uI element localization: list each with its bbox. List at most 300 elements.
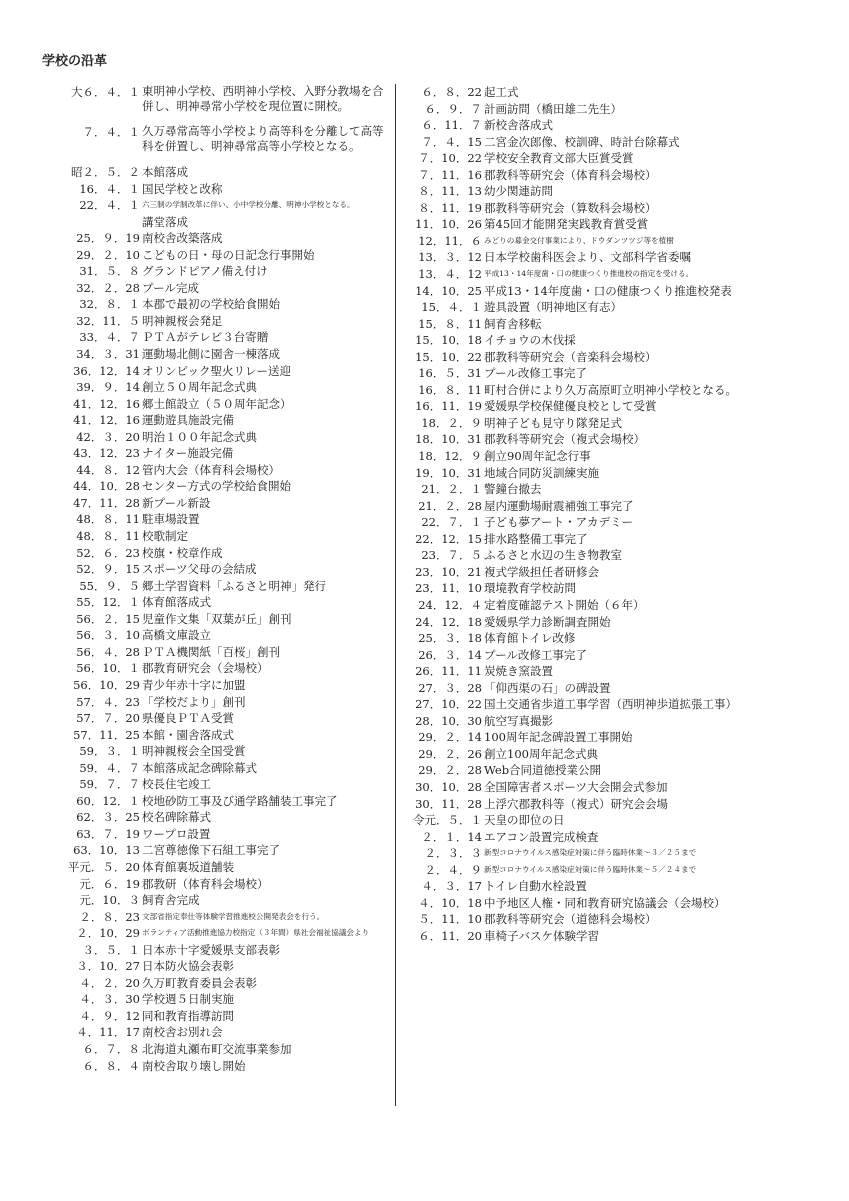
history-date: ４．３．17 [421, 879, 482, 894]
history-date: 59．７．７ [79, 777, 140, 792]
history-row [402, 614, 747, 631]
history-row [402, 233, 747, 250]
history-row [402, 84, 747, 101]
history-event: 明治１００年記念式典 [142, 429, 257, 444]
history-row [40, 84, 392, 114]
history-row [402, 911, 747, 928]
history-date: 43．12．23 [73, 446, 140, 461]
history-date: ４．10．18 [418, 895, 482, 910]
history-row [402, 895, 747, 912]
history-date: ２．８．23 [79, 909, 140, 924]
history-date: 42．３．20 [76, 429, 140, 444]
history-date: 55．12．１ [76, 595, 140, 610]
history-date: 13．４．12 [418, 267, 482, 282]
history-event: 飼育舎移転 [484, 316, 542, 331]
history-event: 日本防火協会表彰 [142, 959, 234, 974]
history-date: 29．２．26 [418, 746, 482, 761]
history-row [40, 809, 392, 826]
history-event: 六三制の学制改革に伴い、小中学校分離、明神小学校となる。 [142, 200, 355, 210]
history-event: 校地砂防工事及び通学路舗装工事完了 [142, 793, 338, 808]
history-event: 「学校だより」創刊 [142, 694, 246, 709]
history-date: 22．７．１ [421, 515, 482, 530]
history-row [402, 365, 747, 382]
history-event: 上浮穴郡教科等（複式）研究会会場 [484, 796, 668, 811]
history-row [40, 346, 392, 363]
history-event: プール改修工事完了 [484, 647, 587, 662]
history-event: 飼育舎完成 [142, 893, 200, 908]
history-row [40, 958, 392, 975]
history-date: 41．12．16 [73, 396, 140, 411]
history-row [40, 412, 392, 429]
history-row [402, 431, 747, 448]
history-event: 学校週５日制実施 [142, 992, 234, 1007]
history-event: 複式学級担任者研修会 [484, 564, 599, 579]
history-date: 18．２．９ [421, 415, 482, 430]
history-row [402, 332, 747, 349]
history-date: ６．８．４ [82, 1058, 140, 1073]
history-row [40, 909, 392, 926]
history-date: 52．９．15 [76, 562, 140, 577]
history-event: 青少年赤十字に加盟 [142, 677, 246, 692]
history-row [40, 313, 392, 330]
history-date: 27．10．22 [415, 697, 482, 712]
history-date: 56．４．28 [76, 644, 140, 659]
history-date: 29．２．28 [418, 763, 482, 778]
history-row [40, 396, 392, 413]
history-event: 郡教科等研究会（複式会場校） [484, 432, 645, 447]
history-event: 創立90周年記念行事 [484, 449, 591, 464]
history-event: 新校舎落成式 [484, 118, 553, 133]
history-date: ６．９．７ [424, 101, 482, 116]
history-row [40, 462, 392, 479]
history-event: 新型コロナウイルス感染症対策に伴う臨時休業～３／２５まで [484, 848, 697, 858]
history-row [40, 975, 392, 992]
history-event: 講堂落成 [142, 214, 188, 229]
history-row [402, 216, 747, 233]
history-event: 県優良ＰＴＡ受賞 [142, 711, 234, 726]
history-event: 南校舎お別れ会 [142, 1025, 223, 1040]
history-row [40, 793, 392, 810]
history-date: 31．５．８ [79, 264, 140, 279]
history-event: 体育館裏坂道舗装 [142, 859, 234, 874]
history-date: 44．８．12 [76, 462, 140, 477]
history-row [402, 779, 747, 796]
history-event: 文部省指定奉仕等体験学習推進校公開発表会を行う。 [142, 911, 325, 921]
history-row [40, 429, 392, 446]
history-row [40, 528, 392, 545]
history-event: 郡教科等研究会（算数科会場校） [484, 200, 657, 215]
history-row [40, 164, 392, 181]
history-event: 起工式 [484, 85, 519, 99]
history-row [40, 660, 392, 677]
history-date: ７．４．15 [421, 134, 482, 149]
history-row [40, 1058, 392, 1075]
history-event: 駐車場設置 [142, 512, 200, 527]
history-date: 元．６．19 [79, 876, 140, 891]
history-row [40, 1008, 392, 1025]
history-event: 新プール新設 [142, 495, 211, 510]
history-date: 18．12．９ [418, 449, 482, 464]
history-event: 郡教科等研究会（体育科会場校） [484, 167, 657, 182]
history-date: ４．11．17 [76, 1025, 140, 1040]
history-event: 愛媛県学力診断調査開始 [484, 614, 611, 629]
history-event: 郡教科等研究会（音楽科会場校） [484, 349, 657, 364]
history-date: 大６．４．１ [71, 85, 140, 99]
history-row [40, 124, 392, 154]
history-date: 41．12．16 [73, 413, 140, 428]
history-date: 47．11．28 [73, 495, 140, 510]
history-date: ２．４．９ [424, 862, 482, 877]
history-date: 15．10．22 [415, 349, 482, 364]
history-date: 33．４．７ [79, 330, 140, 345]
history-row [402, 465, 747, 482]
history-date: 12．11．６ [418, 233, 482, 248]
history-event: 子ども夢アート・アカデミー [484, 515, 634, 530]
history-date: 48．８．11 [76, 529, 140, 544]
history-date: 48．８．11 [76, 512, 140, 527]
history-row [40, 495, 392, 512]
history-date: ４．２．20 [79, 975, 140, 990]
history-row [402, 283, 747, 300]
history-date: ３．10．27 [76, 959, 140, 974]
history-event: プール完成 [142, 280, 199, 295]
history-row [40, 197, 392, 214]
history-date: 14．10．25 [415, 283, 482, 298]
history-date: 26．11．11 [415, 664, 482, 679]
history-event: 中予地区人権・同和教育研究協議会（会場校） [484, 895, 726, 910]
history-date: 30．10．28 [415, 779, 482, 794]
history-event: 郷土学習資料「ふるさと明神」発行 [142, 578, 326, 593]
history-row [40, 379, 392, 396]
history-row [402, 398, 747, 415]
history-event: 愛媛県学校保健優良校として受賞 [484, 399, 657, 414]
history-date: 16．11．19 [415, 399, 482, 414]
history-date: 11．10．26 [415, 217, 482, 232]
history-date: 57．４．23 [76, 694, 140, 709]
history-event: 平成13・14年度歯・口の健康つくり推進校の指定を受ける。 [484, 269, 694, 279]
history-event: 東明神小学校、西明神小学校、入野分教場を合併し、明神尋常小学校を現位置に開校。 [142, 84, 384, 113]
history-date: ８．11．13 [418, 184, 482, 199]
history-row [402, 580, 747, 597]
history-row [402, 680, 747, 697]
history-date: ２．１．14 [421, 829, 482, 844]
history-date: 27．３．28 [418, 680, 482, 695]
history-row [40, 710, 392, 727]
history-event: 本館落成記念碑除幕式 [142, 760, 257, 775]
history-list-right [402, 84, 747, 944]
history-event: センター方式の学校給食開始 [142, 479, 292, 494]
history-event: 学校安全教育文部大臣賞受賞 [484, 151, 634, 166]
history-row [40, 1024, 392, 1041]
history-row [402, 878, 747, 895]
history-event: 児童作文集「双葉が丘」創刊 [142, 611, 292, 626]
history-event: 二宮尊徳像下石組工事完了 [142, 843, 280, 858]
history-event: ふるさと水辺の生き物教室 [484, 548, 622, 563]
history-row [402, 796, 747, 813]
history-event: 二宮金次郎像、校訓碑、時計台除幕式 [484, 134, 680, 149]
history-event: グランドピアノ備え付け [142, 264, 268, 279]
history-date: 63．10．13 [73, 843, 140, 858]
history-event: 本館・園舎落成式 [142, 727, 234, 742]
history-date: 21．２．１ [421, 482, 482, 497]
history-row [402, 696, 747, 713]
history-row [402, 150, 747, 167]
history-row [402, 266, 747, 283]
column-divider [395, 84, 396, 1106]
history-date: 34．３．31 [76, 347, 140, 362]
history-row [402, 134, 747, 151]
history-event: 明神親桜会発足 [142, 313, 223, 328]
history-row [402, 415, 747, 432]
history-row [40, 329, 392, 346]
history-date: 56．２．15 [76, 611, 140, 626]
history-event: 炭焼き窯設置 [484, 664, 553, 679]
history-date: 23．７．５ [421, 548, 482, 563]
history-row [402, 547, 747, 564]
history-date: 29．２．10 [76, 247, 140, 262]
history-date: 59．３．１ [79, 744, 140, 759]
history-event: 屋内運動場耐震補強工事完了 [484, 498, 634, 513]
history-date: 22．12．15 [415, 531, 482, 546]
history-row [40, 214, 392, 231]
history-date: 23．10．21 [415, 564, 482, 579]
history-event: 日本赤十字愛媛県支部表彰 [142, 942, 280, 957]
history-row [402, 531, 747, 548]
history-row [40, 1041, 392, 1058]
history-event: 運動遊具施設完備 [142, 413, 234, 428]
history-date: 44．10．28 [73, 479, 140, 494]
history-date: 15．10．18 [415, 333, 482, 348]
history-event: こどもの日・母の日記念行事開始 [142, 247, 315, 262]
history-event: 本郡で最初の学校給食開始 [142, 297, 280, 312]
history-event: 排水路整備工事完了 [484, 531, 588, 546]
history-date: 30．11．28 [415, 796, 482, 811]
history-row [40, 578, 392, 595]
history-date: ４．９．12 [79, 1008, 140, 1023]
history-event: みどりの募金交付事業により、ドウダンツツジ等を植樹 [484, 235, 674, 245]
history-row [402, 630, 747, 647]
history-event: 創立100周年記念式典 [484, 746, 598, 761]
history-event: 計画訪問（橋田雄二先生） [484, 101, 622, 116]
history-row [40, 296, 392, 313]
history-row [402, 713, 747, 730]
history-date: ３．５．１ [82, 942, 140, 957]
history-event: トイレ自動水栓設置 [484, 879, 587, 894]
history-row [40, 511, 392, 528]
history-row [402, 845, 747, 862]
history-row [402, 167, 747, 184]
history-event: 管内大会（体育科会場校） [142, 462, 280, 477]
history-date: ６．８．22 [421, 85, 482, 99]
history-event: 全国障害者スポーツ大会開会式参加 [484, 779, 668, 794]
history-date: 16．８．11 [418, 382, 482, 397]
history-event: 郡教育研究会（会場校） [142, 661, 269, 676]
history-row [40, 445, 392, 462]
history-row [40, 842, 392, 859]
history-event: オリンピック聖火リレー送迎 [142, 363, 292, 378]
history-row [402, 647, 747, 664]
history-event: スポーツ父母の会結成 [142, 562, 257, 577]
history-row [402, 498, 747, 515]
history-event: 運動場北側に園舎一棟落成 [142, 347, 280, 362]
history-event: 地域合同防災訓練実施 [484, 465, 599, 480]
history-date: 24．12．18 [415, 614, 482, 629]
history-row [402, 564, 747, 581]
history-row [40, 942, 392, 959]
history-row [40, 776, 392, 793]
history-row [40, 876, 392, 893]
history-event: 定着度確認テスト開始（６年） [484, 597, 645, 612]
history-date: ７．４．１ [82, 125, 140, 139]
page-title: 学校の沿革 [42, 54, 108, 69]
history-date: 28．10．30 [415, 713, 482, 728]
history-event: 南校舎取り壊し開始 [142, 1058, 246, 1073]
history-event: 久万尋常高等小学校より高等科を分離して高等科を併置し、明神尋常高等小学校となる。 [142, 124, 384, 153]
history-row [402, 829, 747, 846]
history-date: 57．７．20 [76, 711, 140, 726]
history-date: 60．12．１ [76, 793, 140, 808]
history-event: 天皇の即位の日 [484, 813, 565, 828]
history-row [40, 925, 392, 942]
history-date: 32．８．１ [79, 297, 140, 312]
history-row [40, 677, 392, 694]
history-row [40, 561, 392, 578]
history-date: 56．３．10 [76, 628, 140, 643]
history-event: プール改修工事完了 [484, 366, 587, 381]
history-date: 55．９．５ [79, 578, 140, 593]
history-row [402, 200, 747, 217]
history-event: ＰＴＡがテレビ３台寄贈 [142, 330, 269, 345]
history-row [402, 448, 747, 465]
history-row [40, 694, 392, 711]
history-date: ６．11．７ [421, 118, 482, 133]
history-date: 25．３．18 [418, 631, 482, 646]
history-event: 体育館トイレ改修 [484, 631, 576, 646]
history-event: エアコン設置完成検査 [484, 829, 599, 844]
history-row [40, 594, 392, 611]
history-row [402, 299, 747, 316]
history-date: ８．11．19 [418, 200, 482, 215]
history-event: ボランティア活動推進協力校指定（３年間）県社会福祉協議会より [142, 928, 370, 938]
history-date: 18．10．31 [415, 432, 482, 447]
history-event: 警鐘台撤去 [484, 482, 542, 497]
history-date: ４．３．30 [79, 992, 140, 1007]
history-event: 「仰西渠の石」の碑設置 [484, 680, 611, 695]
history-row [402, 249, 747, 266]
history-date: ５．11．10 [418, 912, 482, 927]
history-date: 56．10．29 [73, 677, 140, 692]
history-date: 62．３．25 [76, 810, 140, 825]
history-event: 校名碑除幕式 [142, 810, 211, 825]
history-row [402, 928, 747, 945]
history-row [40, 263, 392, 280]
history-row [402, 349, 747, 366]
history-date: 22．４．１ [79, 198, 140, 213]
history-date: 25．９．19 [76, 231, 140, 246]
history-event: 車椅子バスケ体験学習 [484, 928, 599, 943]
history-row [40, 991, 392, 1008]
history-date: 29．２．14 [418, 730, 482, 745]
history-date: ２．３．３ [424, 846, 482, 861]
history-row [40, 230, 392, 247]
history-event: ＰＴＡ機関紙「百桜」創刊 [142, 644, 280, 659]
history-event: 校旗・校章作成 [142, 545, 223, 560]
history-list-left [40, 84, 392, 1074]
history-event: 北海道丸瀬布町交流事業参加 [142, 1041, 292, 1056]
history-date: 57．11．25 [73, 727, 140, 742]
history-event: 日本学校歯科医会より、文部科学省委嘱 [484, 250, 691, 265]
history-event: 南校舎改築落成 [142, 231, 223, 246]
history-row [402, 862, 747, 879]
history-row [402, 663, 747, 680]
history-date: 昭２．５．２ [71, 165, 140, 179]
history-date: 36．12．14 [73, 363, 140, 378]
history-event: ワープロ設置 [142, 826, 211, 841]
history-event: 郡教科等研究会（道徳科会場校） [484, 912, 657, 927]
history-date: ２．10．29 [76, 926, 140, 941]
history-event: 航空写真撮影 [484, 713, 553, 728]
history-date: 24．12．４ [418, 597, 482, 612]
history-event: 第45回才能開発実践教育賞受賞 [484, 217, 649, 232]
history-row [402, 183, 747, 200]
history-row [402, 597, 747, 614]
history-event: Web合同道徳授業公開 [484, 763, 602, 778]
history-date: 21．２．28 [418, 498, 482, 513]
history-row [402, 746, 747, 763]
history-event: 郷土館設立（５０周年記念） [142, 396, 292, 411]
history-row [40, 545, 392, 562]
history-event: 町村合併により久万高原町立明神小学校となる。 [484, 382, 737, 397]
history-row [402, 729, 747, 746]
history-row [402, 762, 747, 779]
history-date: 26．３．14 [418, 647, 482, 662]
history-date: 19．10．31 [415, 465, 482, 480]
history-date: 15．４．１ [421, 300, 482, 315]
history-date: 16．５．31 [418, 366, 482, 381]
history-row [402, 101, 747, 118]
history-event: 環境教育学校訪問 [484, 581, 576, 596]
history-event: 明神親桜会全国受賞 [142, 744, 246, 759]
history-date: 令元．５．１ [413, 813, 482, 828]
history-row [402, 117, 747, 134]
history-row [40, 611, 392, 628]
history-row [40, 280, 392, 297]
history-event: 同和教育指導訪問 [142, 1008, 234, 1023]
history-row [40, 644, 392, 661]
history-event: 創立５０周年記念式典 [142, 380, 257, 395]
history-event: 校歌制定 [142, 529, 188, 544]
history-date: ７．11．16 [418, 167, 482, 182]
history-event: 国土交通省歩道工事学習（西明神歩道拡張工事） [484, 697, 737, 712]
history-date: 32．２．28 [76, 280, 140, 295]
history-row [40, 247, 392, 264]
history-event: 明神子ども見守り隊発足式 [484, 415, 622, 430]
history-event: 久万町教育委員会表彰 [142, 975, 257, 990]
history-date: 23．11．10 [415, 581, 482, 596]
history-row [40, 859, 392, 876]
history-date: 52．６．23 [76, 545, 140, 560]
history-event: 高橋文庫設立 [142, 628, 211, 643]
history-event: イチョウの木伐採 [484, 333, 576, 348]
history-event: 本館落成 [142, 165, 188, 179]
history-row [40, 743, 392, 760]
history-row [402, 812, 747, 829]
history-event: 幼少関連訪問 [484, 184, 553, 199]
history-date: 56．10．１ [76, 661, 140, 676]
history-row [40, 727, 392, 744]
history-date: ６．７．８ [82, 1041, 140, 1056]
history-date: 63．７．19 [76, 826, 140, 841]
